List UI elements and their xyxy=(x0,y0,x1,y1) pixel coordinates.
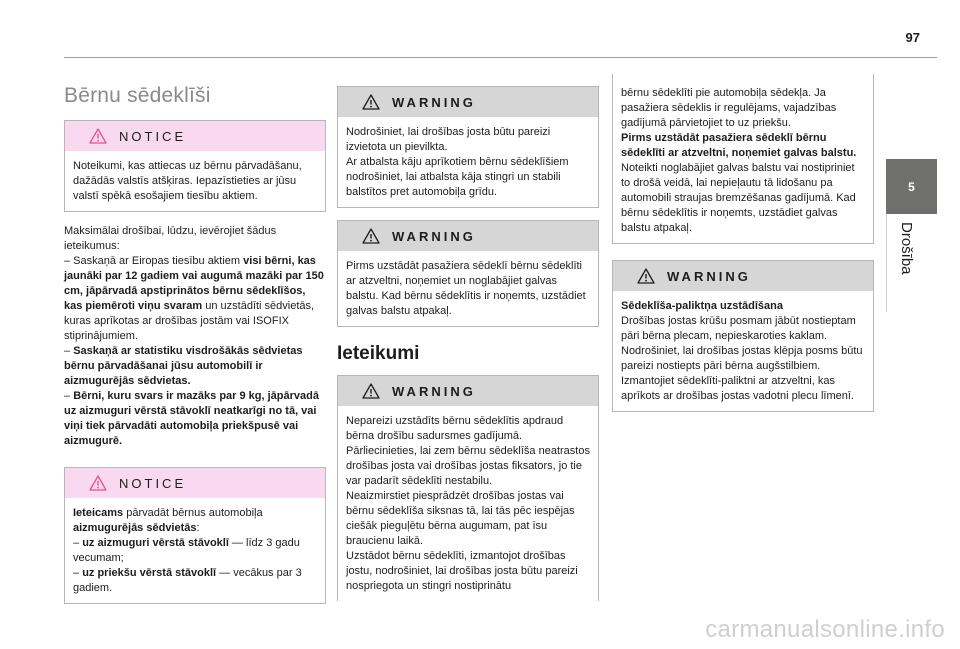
warning-header xyxy=(338,87,598,117)
column-3 xyxy=(612,74,874,424)
section-title: Bērnu sēdeklīši xyxy=(64,84,211,107)
warning-text: Pirms uzstādāt pasažiera sēdeklī bērnu sēdeklīti ar atzveltni, noņemiet un noglabājiet galvas balstu. Kad bērnu sēdeklītis ir noņemts, uzstādiet galvas balstu atpakaļ. xyxy=(346,260,586,317)
warning-box xyxy=(337,86,599,208)
notice-text: Ieteicams pārvadāt bērnus automobiļa aizmugurējās sēdvietās: – uz aizmuguri vērstā stāvoklī — līdz 3 gadu vecumam; – uz priekšu vērstā stāvoklī — vecākus par 3 gadiem. xyxy=(73,507,302,594)
warning-box xyxy=(337,375,599,601)
list-item: – Bērni, kuru svars ir mazāks par 9 kg, jāpārvadā uz aizmuguri vērstā stāvoklī neatkarīgi no tā, vai viņi tiek pārvadāti automobiļa priekšpusē vai aizmugurē. xyxy=(64,390,319,447)
watermark: carmanualsonline.info xyxy=(705,616,945,643)
warning-text: bērnu sēdeklīti pie automobiļa sēdekļa. Ja pasažiera sēdeklis ir regulējams, vajadzības gadījumā pārvietojiet to uz priekšu. Pirms uzstādāt pasažiera sēdeklī bērnu sēdeklīti ar atzveltni, noņemiet galvas balstu. Noteikti noglabājiet galvas balstu vai nostipriniet to drošā veidā, lai nepieļautu tā lidošanu pa automobili straujas bremzēšanas gadījumā. Kad bērnu sēdeklītis ir noņemts, uzstādiet galvas balstu atpakaļ. xyxy=(621,87,857,234)
chapter-title: Drošība xyxy=(898,222,915,275)
warning-header xyxy=(613,261,873,291)
column-2 xyxy=(337,86,599,613)
notice-box xyxy=(64,120,326,212)
warning-triangle-icon xyxy=(89,128,107,144)
warning-header xyxy=(338,376,598,406)
warning-triangle-icon xyxy=(362,383,380,399)
warning-label: WARNING xyxy=(392,94,476,110)
warning-text: Nodrošiniet, lai drošības josta būtu pareizi izvietota un pievilkta. Ar atbalsta kāju aprīkotiem bērnu sēdeklīšiem nodrošiniet, lai atbalsta kāja stingri un stabili balstītos pret automobiļa grīdu. xyxy=(346,126,569,198)
warning-header xyxy=(338,221,598,251)
warning-label: WARNING xyxy=(392,228,476,244)
continued-warning-box xyxy=(612,74,874,244)
notice-label: NOTICE xyxy=(119,128,187,144)
warning-label: WARNING xyxy=(392,383,476,399)
warning-text: Nepareizi uzstādīts bērnu sēdeklītis apdraud bērna drošību sadursmes gadījumā. Pārliecinieties, lai zem bērnu sēdeklīša neatrastos drošības josta vai drošības jostas fiksators, jo tie var padarīt sēdeklīti nestabilu. Neaizmirstiet piesprādzēt drošības jostas vai bērnu sēdeklīša siksnas tā, lai tās pēc iespējas ciešāk pieguļētu bērna augumam, pat īsu braucienu laikā. Uzstādot bērnu sēdeklīti, izmantojot drošības jostu, nodrošiniet, lai drošības josta būtu pareizi nospriegota un stingri nostiprinātu xyxy=(346,415,590,592)
notice-box xyxy=(64,467,326,604)
chapter-number-tab: 5 xyxy=(886,159,937,214)
notice-header xyxy=(65,468,325,498)
warning-box xyxy=(612,260,874,412)
list-item: – Saskaņā ar Eiropas tiesību aktiem visi bērni, kas jaunāki par 12 gadiem vai augumā mazāki par 150 cm, jāpārvadā apstiprinātos bērnu sēdeklīšos, kas piemēroti viņu svaram un uzstādīti sēdvietās, kuras aprīkotas ar drošības jostām vai ISOFIX stiprinājumiem. xyxy=(64,255,324,342)
warning-triangle-icon xyxy=(362,94,380,110)
recommendations-text xyxy=(64,224,326,449)
warning-label: WARNING xyxy=(667,268,751,284)
column-1 xyxy=(64,74,326,616)
notice-text: Noteikumi, kas attiecas uz bērnu pārvadāšanu, dažādās valstīs atšķiras. Iepazīstieties ar jūsu valstī spēkā esošajiem tiesību aktiem. xyxy=(73,160,302,202)
warning-triangle-icon xyxy=(89,475,107,491)
subsection-title: Ieteikumi xyxy=(337,343,420,364)
warning-box xyxy=(337,220,599,327)
notice-header xyxy=(65,121,325,151)
warning-triangle-icon xyxy=(637,268,655,284)
intro-paragraph: Maksimālai drošībai, lūdzu, ievērojiet šādus ieteikumus: xyxy=(64,225,277,252)
chapter-title-vertical xyxy=(887,222,923,292)
page-number: 97 xyxy=(905,30,920,45)
notice-label: NOTICE xyxy=(119,475,187,491)
list-item: – Saskaņā ar statistiku visdrošākās sēdvietas bērnu pārvadāšanai jūsu automobilī ir aizmugurējās sēdvietas. xyxy=(64,345,303,387)
header-rule xyxy=(64,57,937,58)
warning-text: Sēdeklīša-paliktņa uzstādīšana Drošības jostas krūšu posmam jābūt nostieptam pāri bērna plecam, nepieskaroties kaklam. Nodrošiniet, lai drošības jostas klēpja posms būtu pareizi nostiepts pāri bērna augšstilbiem. Izmantojiet sēdeklīti-paliktni ar atzveltni, kas aprīkots ar drošības jostas vadotni plecu līmenī. xyxy=(621,300,863,402)
warning-triangle-icon xyxy=(362,228,380,244)
